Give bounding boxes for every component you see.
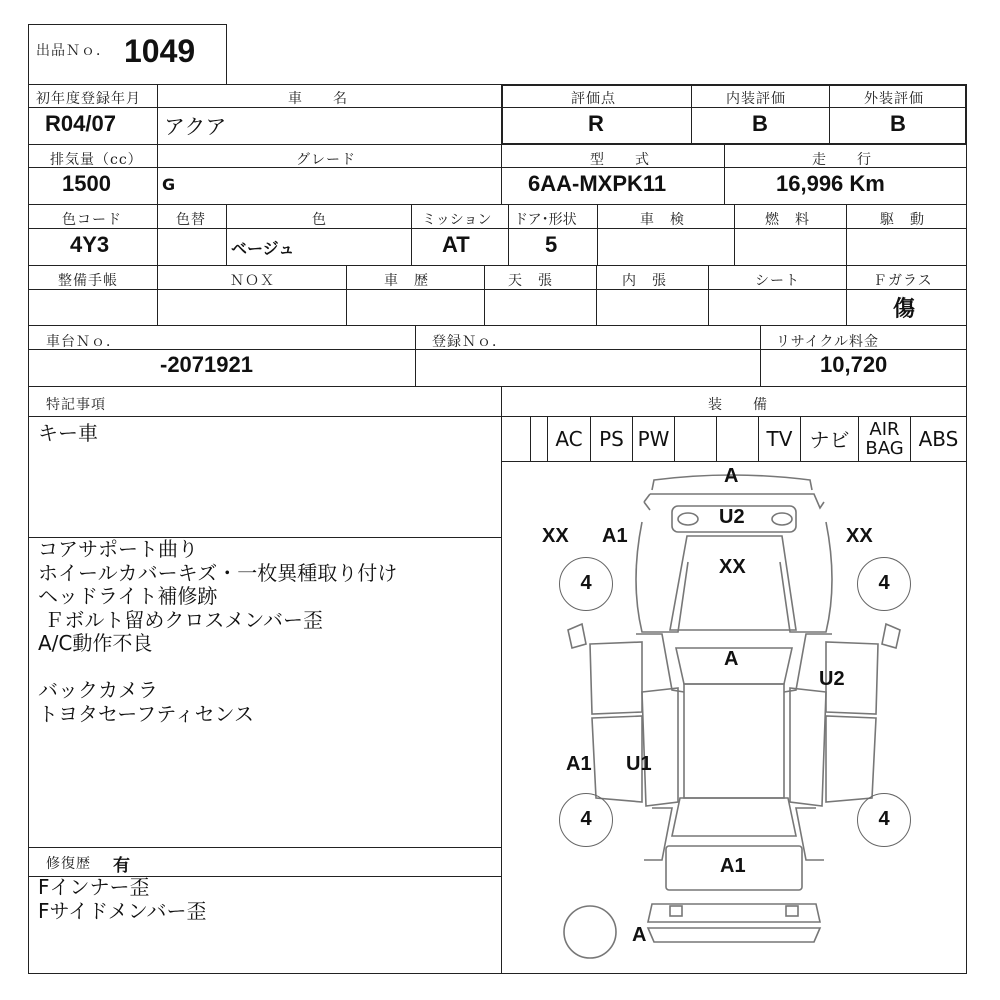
damage-right-side: U2 — [819, 668, 845, 690]
car-damage-diagram — [502, 462, 966, 973]
repair-history-label: 修復歴 — [46, 856, 91, 872]
exterior-label: 外装評価 — [864, 91, 924, 107]
remarks-body: コアサポート曲り ホイールカバーキズ・一枚異種取り付け ヘッドライト補修跡 Ｆボルト留めクロスメンバー歪 A/C動作不良 バックカメラ トヨタセーフティセンス — [38, 537, 398, 726]
repaint-label: 色替 — [176, 212, 206, 228]
fglass-value: 傷 — [893, 296, 916, 321]
fglass-label: Ｆガラス — [873, 273, 933, 289]
damage-hood: XX — [719, 556, 746, 578]
equipment-item — [716, 416, 758, 461]
transmission-value: AT — [442, 232, 470, 257]
roof-lining-label: 天 張 — [508, 273, 553, 289]
remarks-key: キー車 — [38, 421, 98, 445]
regno-label: 登録Ｎｏ． — [432, 334, 507, 350]
damage-left-door: A1 — [566, 753, 592, 775]
tire-front-left: 4 — [559, 557, 613, 611]
transmission-label: ミッション — [422, 212, 492, 228]
nox-label: ＮＯＸ — [230, 273, 275, 289]
equipment-item: PW — [632, 416, 674, 461]
lot-label: 出品Ｎｏ． — [36, 43, 111, 59]
grade-label: グレード — [296, 152, 356, 168]
tire-front-right: 4 — [857, 557, 911, 611]
equipment-item: TV — [758, 416, 800, 461]
model-value: 6AA-MXPK11 — [528, 171, 667, 196]
equipment-item — [530, 416, 547, 461]
drive-label: 駆 動 — [880, 212, 925, 228]
name-value: アクア — [164, 116, 227, 139]
color-code-label: 色コード — [62, 212, 122, 228]
damage-roof: A — [724, 648, 739, 670]
color-label: 色 — [312, 212, 327, 228]
tire-rear-right: 4 — [857, 793, 911, 847]
damage-right-front-fender: XX — [846, 525, 873, 547]
fuel-label: 燃 料 — [765, 212, 810, 228]
recycle-value: 10,720 — [820, 352, 888, 377]
score-label: 評価点 — [571, 91, 616, 107]
equipment-item: ABS — [910, 416, 966, 461]
remarks-label: 特記事項 — [46, 397, 106, 413]
score-value: R — [588, 111, 604, 136]
repair-history-value: 有 — [113, 856, 130, 876]
color-code-value: 4Y3 — [70, 232, 110, 257]
interior-label: 内装評価 — [726, 91, 786, 107]
damage-rear-bumper: A — [632, 924, 647, 946]
equipment-item: ナビ — [800, 416, 858, 461]
repair-details: Fインナー歪 Fサイドメンバー歪 — [38, 875, 207, 923]
damage-left-front-fender-2: A1 — [602, 525, 628, 547]
damage-trunk: A1 — [720, 855, 746, 877]
model-label: 型 式 — [590, 152, 650, 168]
interior-trim-label: 内 張 — [622, 273, 667, 289]
chassis-value: -2071921 — [160, 352, 253, 377]
mileage-value: 16,996 Km — [776, 171, 885, 196]
damage-front-bumper: A — [724, 465, 739, 487]
grade-value: G — [162, 175, 176, 194]
door-value: 5 — [545, 232, 558, 257]
chassis-label: 車台Ｎｏ． — [46, 334, 121, 350]
maintenance-label: 整備手帳 — [58, 273, 118, 289]
mileage-label: 走 行 — [812, 152, 872, 168]
tire-rear-left: 4 — [559, 793, 613, 847]
displacement-label: 排気量（cc） — [50, 152, 143, 168]
equipment-item: PS — [590, 416, 632, 461]
equipment-item — [674, 416, 716, 461]
history-label: 車 歴 — [384, 273, 429, 289]
equipment-item: AIR BAG — [858, 416, 910, 461]
equipment-label: 装 備 — [708, 397, 768, 413]
interior-value: B — [752, 111, 768, 136]
displacement-value: 1500 — [62, 171, 111, 196]
color-value: ベージュ — [231, 239, 295, 258]
damage-grille: U2 — [719, 506, 745, 528]
damage-left-front-fender: XX — [542, 525, 569, 547]
seat-label: シート — [755, 273, 800, 289]
reg-value: R04/07 — [45, 111, 116, 136]
inspection-label: 車 検 — [640, 212, 685, 228]
reg-label: 初年度登録年月 — [36, 91, 141, 107]
equipment-item: AC — [547, 416, 590, 461]
name-label: 車 名 — [288, 91, 348, 107]
recycle-label: リサイクル料金 — [776, 334, 880, 350]
lot-number: 1049 — [124, 33, 196, 69]
exterior-value: B — [890, 111, 906, 136]
damage-left-rear-door: U1 — [626, 753, 652, 775]
door-label: ドア･形状 — [514, 212, 577, 228]
